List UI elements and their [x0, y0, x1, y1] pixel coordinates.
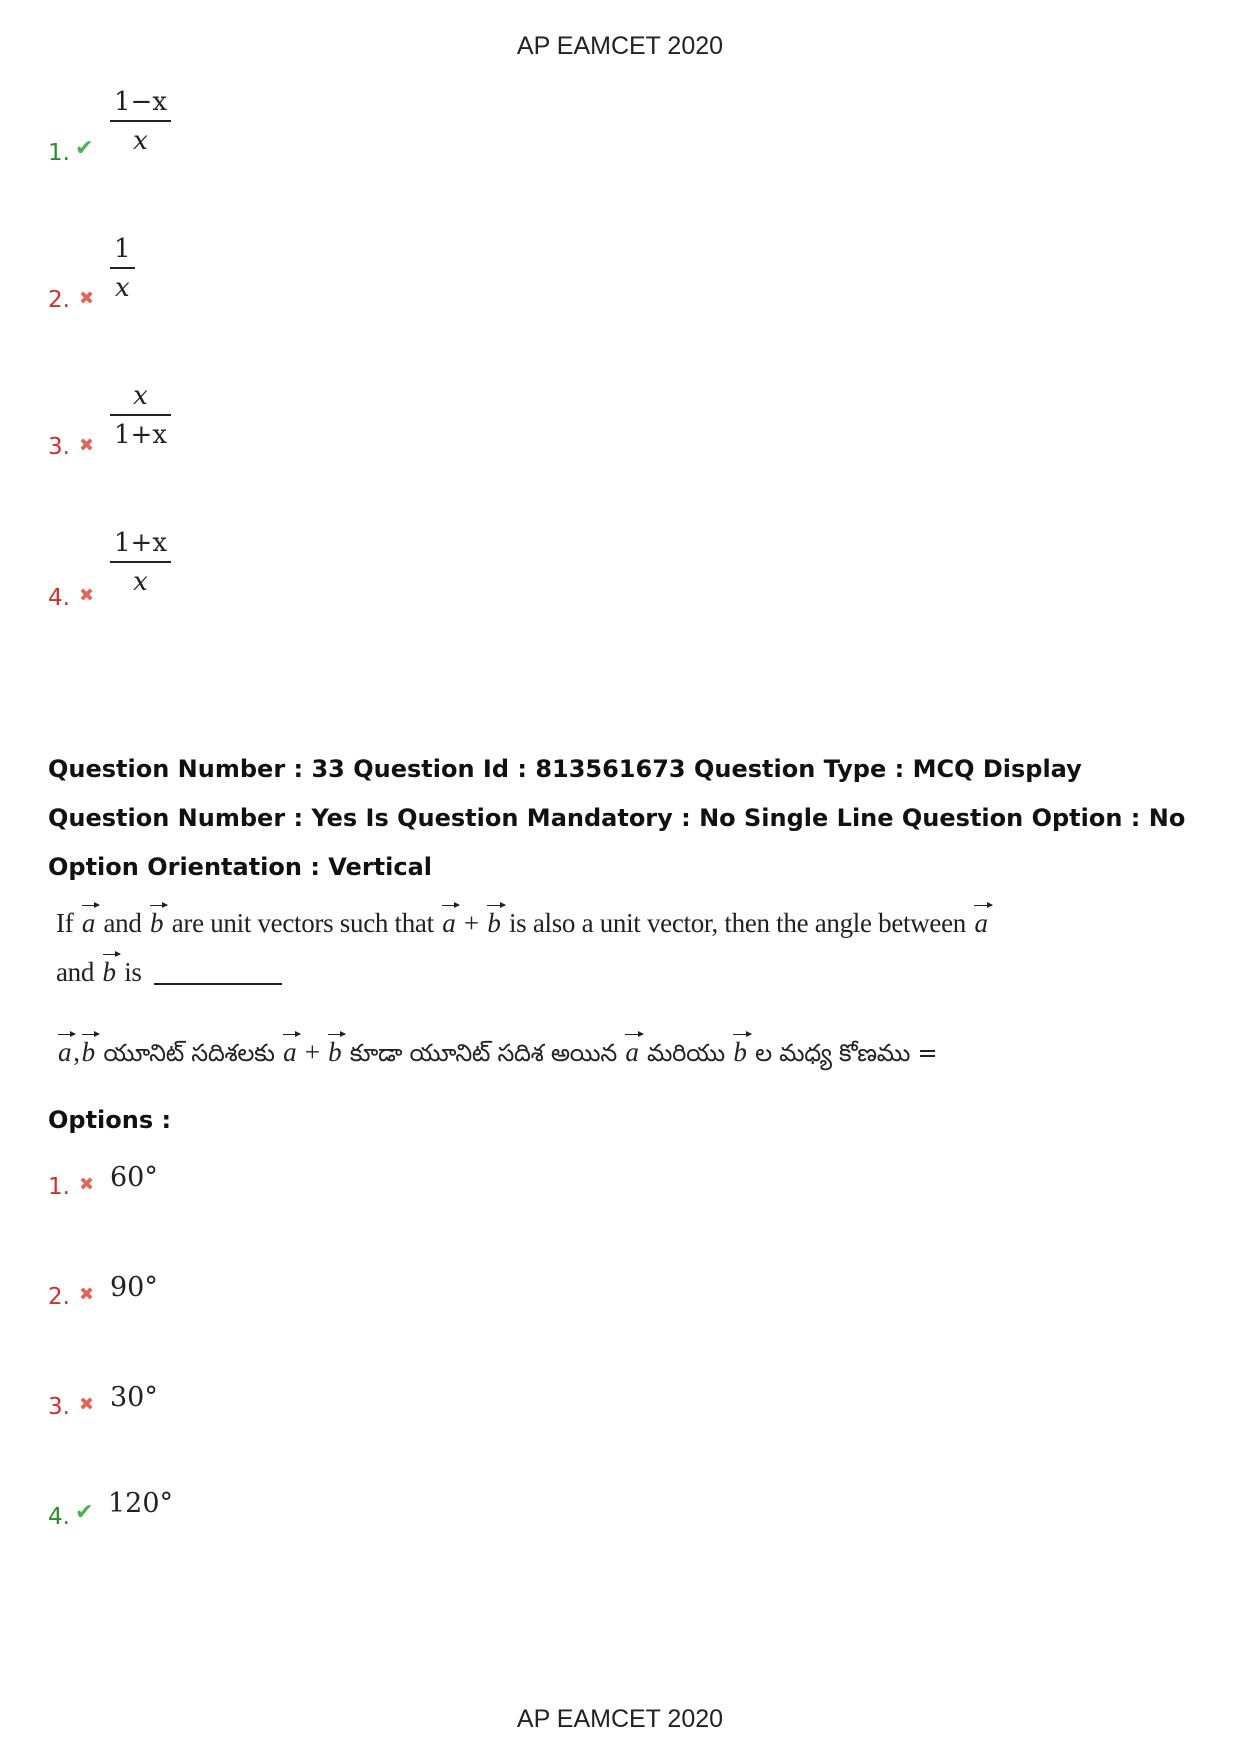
- vector-a: a: [283, 1037, 297, 1067]
- fraction-numerator: x: [133, 381, 148, 411]
- plus-sign: +: [304, 1037, 320, 1067]
- page-header: AP EAMCET 2020: [516, 32, 724, 60]
- question-text-telugu: [56, 1037, 937, 1073]
- fraction-numerator: 1: [114, 234, 131, 264]
- option-2: [48, 1270, 448, 1350]
- fraction: [110, 378, 171, 454]
- fraction-numerator: 1−x: [114, 87, 167, 117]
- vector-a: a: [58, 1037, 72, 1067]
- fraction: [110, 84, 171, 160]
- options-label: Options :: [48, 1106, 172, 1134]
- vector-a: a: [625, 1037, 639, 1067]
- fraction: [110, 231, 135, 307]
- question-meta: Question Number : 33 Question Id : 813561673 Question Type : MCQ Display Question Number : Yes Is Question Mandatory : No Single Line Question Option : No Option Orientation : Vertical: [48, 755, 1186, 881]
- telugu-text: యూనిట్ సదిశలకు: [103, 1039, 275, 1067]
- vector-b: b: [102, 957, 116, 987]
- cross-icon: ✖: [79, 585, 95, 606]
- vector-b: b: [328, 1037, 342, 1067]
- telugu-text: మరియు: [647, 1039, 725, 1067]
- option-number: 1.: [48, 1174, 70, 1200]
- question-word: are unit vectors such that: [171, 908, 434, 938]
- option-number: 2.: [48, 287, 70, 313]
- question-text-english-line-2: [56, 957, 282, 988]
- option-value: 120°: [108, 1488, 174, 1519]
- question-text-english-line-1: [56, 908, 990, 939]
- answer-blank: [154, 983, 282, 985]
- option-value: 90°: [110, 1272, 158, 1303]
- cross-icon: ✖: [79, 435, 95, 456]
- cross-icon: ✖: [79, 1284, 95, 1305]
- fraction-denominator: x: [114, 273, 130, 303]
- question-word: and: [103, 908, 142, 938]
- prev-option-4: [48, 523, 448, 633]
- option-number: 4.: [48, 1504, 70, 1530]
- option-number: 4.: [48, 585, 70, 611]
- option-number: 1.: [48, 140, 70, 166]
- check-icon: ✔: [75, 1500, 94, 1525]
- fraction-numerator: 1+x: [114, 528, 167, 558]
- option-number: 2.: [48, 1284, 70, 1310]
- option-4: [48, 1486, 448, 1566]
- vector-b: b: [733, 1037, 747, 1067]
- vector-a: a: [442, 908, 456, 938]
- option-value: 60°: [110, 1162, 158, 1193]
- plus-sign: +: [463, 908, 479, 938]
- question-word: is also a unit vector, then the angle between: [508, 908, 966, 938]
- vector-b: b: [487, 908, 501, 938]
- telugu-text: ల మధ్య కోణము =: [755, 1039, 938, 1067]
- option-3: [48, 1380, 448, 1460]
- vector-b: b: [81, 1037, 95, 1067]
- fraction-denominator: x: [133, 567, 148, 597]
- question-word: is: [124, 957, 142, 987]
- prev-option-3: [48, 374, 448, 484]
- fraction: [110, 525, 171, 601]
- option-1: [48, 1160, 448, 1240]
- question-word: If: [56, 908, 74, 938]
- prev-option-2: [48, 225, 448, 335]
- fraction-denominator: x: [133, 126, 148, 156]
- cross-icon: ✖: [79, 1174, 95, 1195]
- telugu-text: కూడా యూనిట్ సదిశ అయిన: [349, 1039, 617, 1067]
- comma: ,: [73, 1037, 80, 1067]
- cross-icon: ✖: [79, 1394, 95, 1415]
- vector-a: a: [81, 908, 96, 938]
- page-footer: AP EAMCET 2020: [516, 1705, 724, 1733]
- check-icon: ✔: [75, 136, 94, 161]
- fraction-denominator: 1+x: [114, 420, 167, 450]
- cross-icon: ✖: [79, 288, 95, 309]
- vector-a: a: [974, 908, 988, 938]
- prev-option-1: [48, 80, 448, 190]
- option-number: 3.: [48, 1394, 70, 1420]
- option-number: 3.: [48, 434, 70, 460]
- option-value: 30°: [110, 1382, 158, 1413]
- vector-b: b: [150, 908, 164, 938]
- question-word: and: [56, 957, 95, 987]
